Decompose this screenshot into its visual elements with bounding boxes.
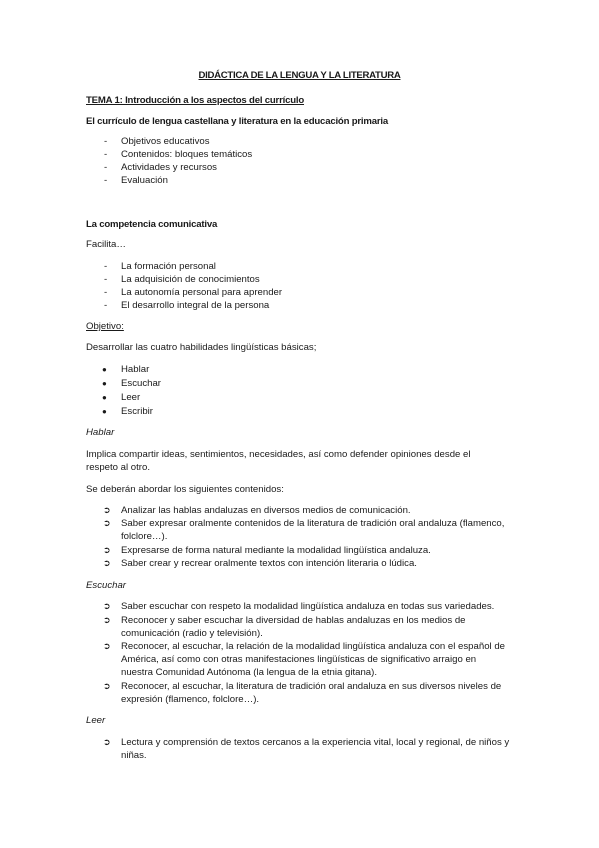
curriculum-subtitle: El currículo de lengua castellana y literatura en la educación primaria <box>86 116 388 127</box>
list-item-text: Expresarse de forma natural mediante la modalidad lingüística andaluza. <box>121 545 431 556</box>
list-item-text: comunicación (radio y televisión). <box>121 628 263 639</box>
list-item-text: Saber expresar oralmente contenidos de la literatura de tradición oral andaluza (flamenco, <box>121 518 505 529</box>
tema-heading: TEMA 1: Introducción a los aspectos del currículo <box>86 95 305 106</box>
arrow-bullet-icon: ➲ <box>103 519 111 529</box>
dash-marker: - <box>104 175 108 186</box>
arrow-bullet-icon: ➲ <box>103 546 111 556</box>
list-item-text: Reconocer, al escuchar, la literatura de tradición oral andaluza en sus diversos niveles de <box>121 681 502 692</box>
arrow-bullet-icon: ➲ <box>103 616 111 626</box>
list-item-text: La formación personal <box>121 261 216 272</box>
list-item-text: Lectura y comprensión de textos cercanos a la experiencia vital, local y regional, de niños y <box>121 737 510 748</box>
list-item-text: Saber crear y recrear oralmente textos con intención literaria o lúdica. <box>121 558 417 569</box>
list-item-text: Reconocer, al escuchar, la relación de la modalidad lingüística andaluza con el español de <box>121 641 505 652</box>
arrow-bullet-icon: ➲ <box>103 559 111 569</box>
objetivo-text: Desarrollar las cuatro habilidades lingüísticas básicas; <box>86 342 317 353</box>
list-item-text: El desarrollo integral de la persona <box>121 300 270 311</box>
leer-heading: Leer <box>86 715 106 726</box>
list-item-text: Contenidos: bloques temáticos <box>121 149 253 160</box>
list-item-text: Reconocer y saber escuchar la diversidad de hablas andaluzas en los medios de <box>121 615 466 626</box>
bullet-marker: ● <box>102 393 107 402</box>
bullet-marker: ● <box>102 379 107 388</box>
list-item-text: Leer <box>121 392 141 403</box>
list-item-text: América, así como con otras manifestaciones lingüísticas de significativo arraigo en <box>121 654 477 665</box>
facilita-label: Facilita… <box>86 239 126 250</box>
arrow-bullet-icon: ➲ <box>103 682 111 692</box>
document-title: DIDÁCTICA DE LA LENGUA Y LA LITERATURA <box>198 70 401 81</box>
list-item-text: expresión (flamenco, folclore…). <box>121 694 260 705</box>
objetivo-label: Objetivo: <box>86 321 124 332</box>
list-item-text: La autonomía personal para aprender <box>121 287 283 298</box>
arrow-bullet-icon: ➲ <box>103 642 111 652</box>
list-item-text: Evaluación <box>121 175 168 186</box>
hablar-description: respeto al otro. <box>86 462 150 473</box>
dash-marker: - <box>104 287 108 298</box>
dash-marker: - <box>104 149 108 160</box>
arrow-bullet-icon: ➲ <box>103 506 111 516</box>
dash-marker: - <box>104 162 108 173</box>
list-item-text: La adquisición de conocimientos <box>121 274 260 285</box>
dash-marker: - <box>104 300 108 311</box>
list-item-text: Hablar <box>121 364 150 375</box>
list-item-text: nuestra Comunidad Autónoma (la lengua de la etnia gitana). <box>121 667 378 678</box>
list-item-text: Objetivos educativos <box>121 136 210 147</box>
dash-marker: - <box>104 261 108 272</box>
escuchar-heading: Escuchar <box>86 580 126 591</box>
list-item-text: Escuchar <box>121 378 161 389</box>
list-item-text: folclore…). <box>121 531 168 542</box>
bullet-marker: ● <box>102 407 107 416</box>
list-item-text: Actividades y recursos <box>121 162 217 173</box>
hablar-heading: Hablar <box>86 427 115 438</box>
list-item-text: Escribir <box>121 406 153 417</box>
list-item-text: Saber escuchar con respeto la modalidad lingüística andaluza en todas sus variedades. <box>121 601 495 612</box>
hablar-description: Implica compartir ideas, sentimientos, necesidades, así como defender opiniones desde el <box>86 449 471 460</box>
dash-marker: - <box>104 136 108 147</box>
list-item-text: niñas. <box>121 750 147 761</box>
competencia-heading: La competencia comunicativa <box>86 219 218 230</box>
bullet-marker: ● <box>102 365 107 374</box>
list-item-text: Analizar las hablas andaluzas en diversos medios de comunicación. <box>121 505 411 516</box>
dash-marker: - <box>104 274 108 285</box>
arrow-bullet-icon: ➲ <box>103 738 111 748</box>
contenidos-intro: Se deberán abordar los siguientes contenidos: <box>86 484 284 495</box>
arrow-bullet-icon: ➲ <box>103 602 111 612</box>
